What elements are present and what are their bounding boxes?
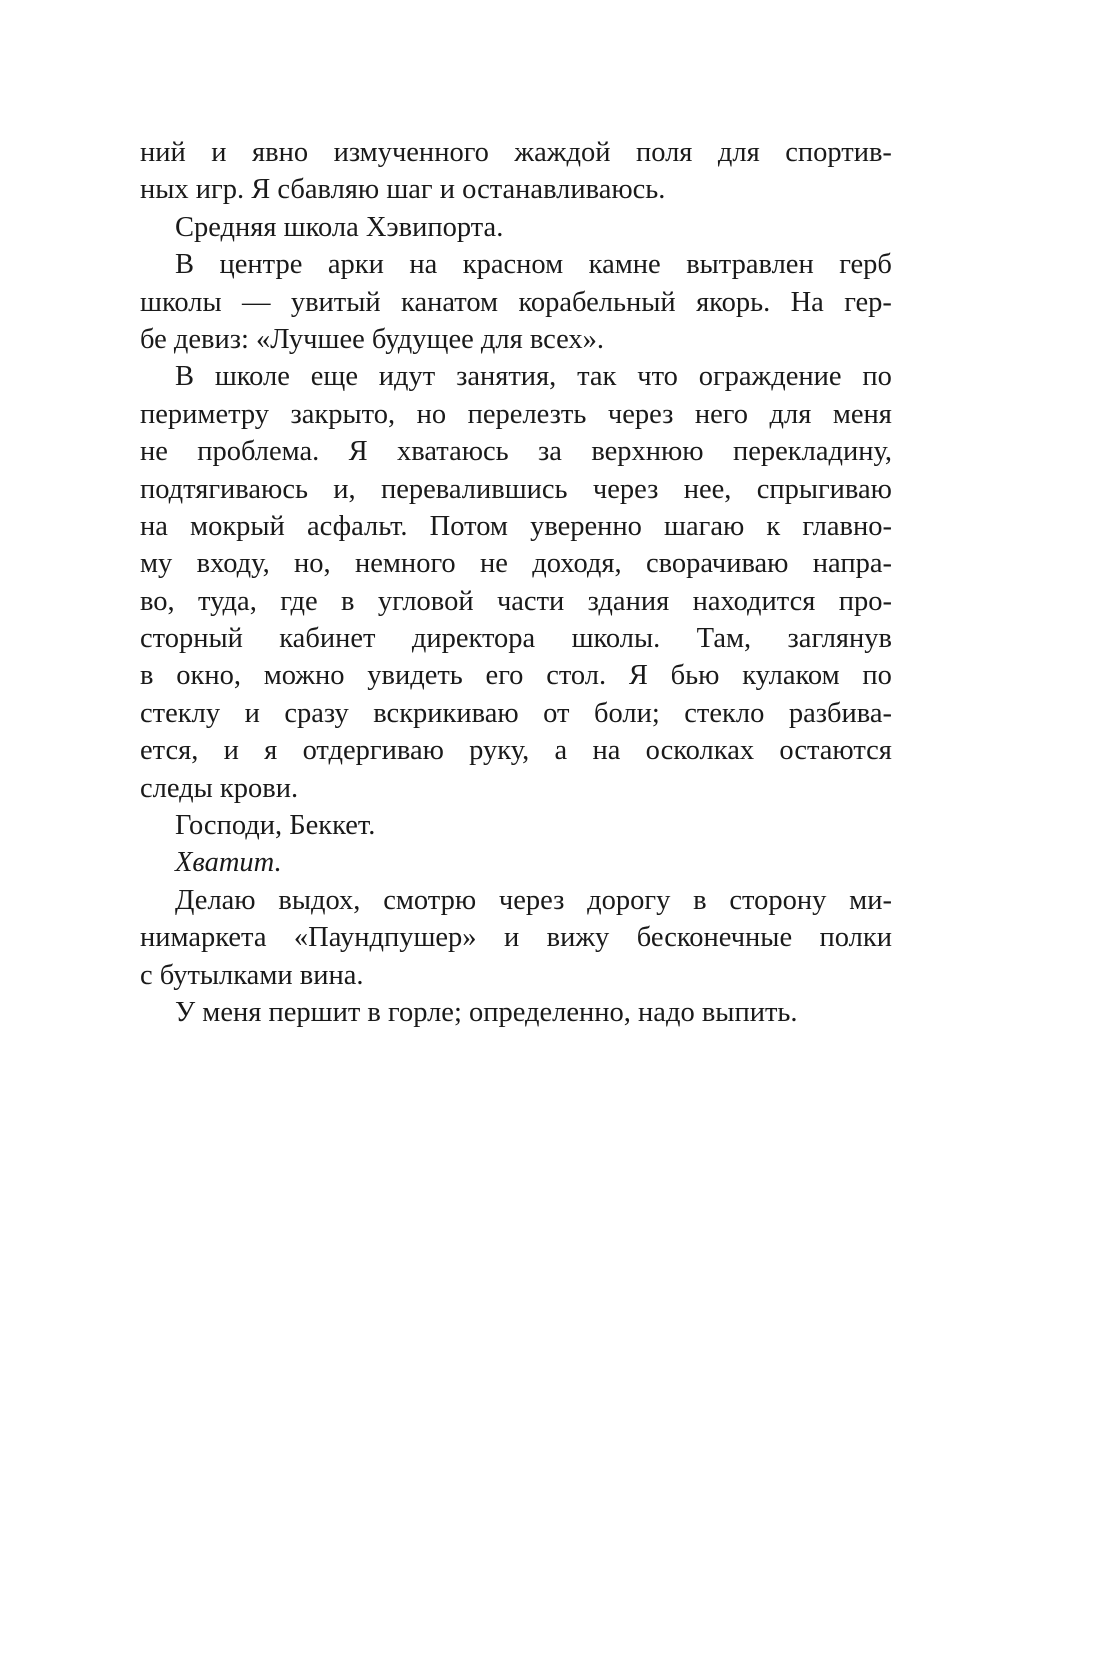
line-text: Господи, Беккет.	[175, 810, 376, 842]
text-line	[140, 844, 892, 881]
text-line	[140, 695, 892, 732]
text-line	[140, 508, 892, 545]
line-word: угловой	[377, 585, 474, 617]
line-word: я	[264, 735, 278, 767]
line-word: бью	[670, 660, 720, 692]
text-line	[140, 807, 892, 844]
line-word: главно-	[802, 510, 892, 542]
line-word: сторный	[140, 623, 243, 655]
line-word: вскрикиваю	[373, 697, 519, 729]
line-word: части	[496, 585, 565, 617]
line-word: асфальт.	[306, 510, 408, 542]
line-word: гер-	[844, 286, 892, 318]
line-word: его	[485, 660, 524, 692]
line-word: Там,	[696, 623, 752, 655]
line-word: разбива-	[788, 697, 892, 729]
line-word: через	[592, 473, 659, 505]
text-line	[140, 358, 892, 395]
line-text: Хватит.	[175, 847, 282, 879]
line-word: арки	[327, 249, 384, 281]
line-word: подтягиваюсь	[140, 473, 308, 505]
line-text: следы крови.	[140, 772, 299, 804]
text-line	[140, 471, 892, 508]
line-word: сворачиваю	[645, 548, 789, 580]
line-word: жаждой	[514, 137, 611, 168]
line-word: стеклу	[140, 697, 221, 729]
line-word: В	[175, 249, 195, 281]
text-line	[140, 545, 892, 582]
line-word: центре	[219, 249, 303, 281]
text-line	[140, 657, 892, 694]
line-word: закрыто,	[290, 398, 396, 430]
line-word: выдох,	[278, 884, 361, 916]
text-line	[140, 583, 892, 620]
line-word: него	[694, 398, 749, 430]
line-word: «Паундпушер»	[293, 922, 477, 954]
paragraph	[140, 994, 892, 1031]
line-word: нее,	[683, 473, 732, 505]
line-word: и	[244, 697, 260, 729]
text-line	[140, 134, 892, 171]
line-word: от	[543, 697, 570, 729]
line-word: боли;	[594, 697, 660, 729]
text-line	[140, 396, 892, 433]
line-word: через	[498, 884, 565, 916]
line-word: периметру	[140, 398, 270, 430]
line-word: якорь.	[696, 286, 771, 318]
line-word: вытравлен	[686, 249, 814, 281]
line-word: доходя,	[532, 548, 622, 580]
line-word: вижу	[546, 922, 610, 954]
line-word: смотрю	[383, 884, 477, 916]
line-word: стол.	[546, 660, 607, 692]
line-word: школе	[214, 361, 290, 393]
line-word: заглянув	[787, 623, 892, 655]
line-word: —	[241, 286, 271, 318]
paragraph	[140, 246, 892, 358]
line-word: ний	[140, 137, 186, 168]
paragraph	[140, 807, 892, 844]
paragraph	[140, 134, 892, 209]
line-word: руку,	[469, 735, 530, 767]
line-word: сразу	[284, 697, 349, 729]
line-word: проблема.	[197, 436, 320, 468]
line-word: му	[140, 548, 173, 580]
line-word: бесконечные	[636, 922, 793, 954]
line-word: где	[280, 585, 318, 617]
line-word: по	[862, 660, 892, 692]
line-word: в	[140, 660, 154, 692]
line-word: Я	[628, 660, 648, 692]
line-word: идут	[378, 361, 436, 393]
line-word: остаются	[779, 735, 892, 767]
line-word: уверенно	[530, 510, 642, 542]
page-text-block	[140, 134, 892, 1031]
line-text: ных игр. Я сбавляю шаг и останавливаюсь.	[140, 174, 666, 206]
text-line	[140, 994, 892, 1031]
line-word: здания	[587, 585, 670, 617]
line-word: для	[769, 398, 812, 430]
line-word: занятия,	[456, 361, 557, 393]
line-word: во,	[140, 585, 175, 617]
line-word: поля	[635, 137, 693, 168]
line-word: перекладину,	[732, 436, 892, 468]
line-word: увидеть	[367, 660, 463, 692]
line-word: и	[503, 922, 520, 954]
line-word: еще	[310, 361, 358, 393]
line-word: можно	[263, 660, 345, 692]
line-text: бе девиз: «Лучшее будущее для всех».	[140, 323, 605, 355]
line-word: дорогу	[587, 884, 671, 916]
text-line	[140, 732, 892, 769]
text-line	[140, 246, 892, 283]
line-word: в	[693, 884, 707, 916]
line-word: шагаю	[664, 510, 745, 542]
text-line	[140, 209, 892, 246]
line-word: не	[140, 436, 168, 468]
line-text: с бутылками вина.	[140, 959, 364, 991]
line-word: что	[637, 361, 678, 393]
line-word: а	[554, 735, 568, 767]
paragraph	[140, 358, 892, 807]
line-word: хватаюсь	[397, 436, 509, 468]
line-word: напра-	[812, 548, 892, 580]
line-word: спрыгиваю	[756, 473, 892, 505]
text-line	[140, 284, 892, 321]
line-word: увитый	[290, 286, 381, 318]
line-word: но	[416, 398, 447, 430]
line-word: окно,	[176, 660, 241, 692]
line-word: меня	[832, 398, 892, 430]
line-text: Средняя школа Хэвипорта.	[175, 211, 504, 243]
line-word: и	[223, 735, 239, 767]
text-line	[140, 882, 892, 919]
line-word: явно	[252, 137, 309, 168]
line-word: сторону	[729, 884, 827, 916]
line-word: Я	[348, 436, 368, 468]
line-word: кулаком	[742, 660, 840, 692]
line-word: корабельный	[518, 286, 676, 318]
paragraph	[140, 209, 892, 246]
line-word: В	[175, 361, 195, 393]
line-word: про-	[838, 585, 892, 617]
line-word: измученного	[333, 137, 489, 168]
line-word: спортив-	[785, 137, 892, 168]
line-word: мокрый	[190, 510, 285, 542]
line-word: входу,	[196, 548, 270, 580]
line-word: школы.	[571, 623, 661, 655]
line-word: герб	[839, 249, 892, 281]
text-line	[140, 620, 892, 657]
line-word: ми-	[849, 884, 892, 916]
line-word: красном	[462, 249, 564, 281]
text-line	[140, 171, 892, 208]
line-word: перелезть	[467, 398, 587, 430]
line-word: находится	[692, 585, 816, 617]
text-line	[140, 770, 892, 807]
line-word: через	[607, 398, 674, 430]
line-word: На	[790, 286, 824, 318]
line-word: школы	[140, 286, 222, 318]
paragraph	[140, 882, 892, 994]
line-word: к	[766, 510, 781, 542]
line-word: директора	[411, 623, 536, 655]
line-word: стекло	[684, 697, 765, 729]
line-word: туда,	[198, 585, 257, 617]
line-word: так	[577, 361, 617, 393]
line-word: немного	[355, 548, 456, 580]
line-word: на	[409, 249, 438, 281]
text-line	[140, 321, 892, 358]
text-line	[140, 919, 892, 956]
line-word: камне	[588, 249, 661, 281]
line-word: не	[480, 548, 508, 580]
text-line	[140, 957, 892, 994]
text-line	[140, 433, 892, 470]
line-word: кабинет	[279, 623, 376, 655]
line-word: осколках	[645, 735, 755, 767]
line-word: перевалившись	[381, 473, 568, 505]
line-word: Потом	[429, 510, 508, 542]
line-word: ется,	[140, 735, 199, 767]
line-word: нимаркета	[140, 922, 267, 954]
line-word: для	[717, 137, 760, 168]
line-word: верхнюю	[591, 436, 704, 468]
line-word: в	[341, 585, 355, 617]
line-text: У меня першит в горле; определенно, надо выпить.	[175, 996, 798, 1028]
line-word: отдергиваю	[302, 735, 444, 767]
line-word: и,	[333, 473, 356, 505]
line-word: и	[211, 137, 227, 168]
line-word: на	[140, 510, 168, 542]
line-word: полки	[819, 922, 892, 954]
line-word: но,	[294, 548, 331, 580]
line-word: на	[592, 735, 621, 767]
line-word: Делаю	[175, 884, 256, 916]
line-word: за	[538, 436, 562, 468]
line-word: канатом	[401, 286, 499, 318]
line-word: по	[862, 361, 892, 393]
line-word: ограждение	[698, 361, 842, 393]
paragraph	[140, 844, 892, 881]
